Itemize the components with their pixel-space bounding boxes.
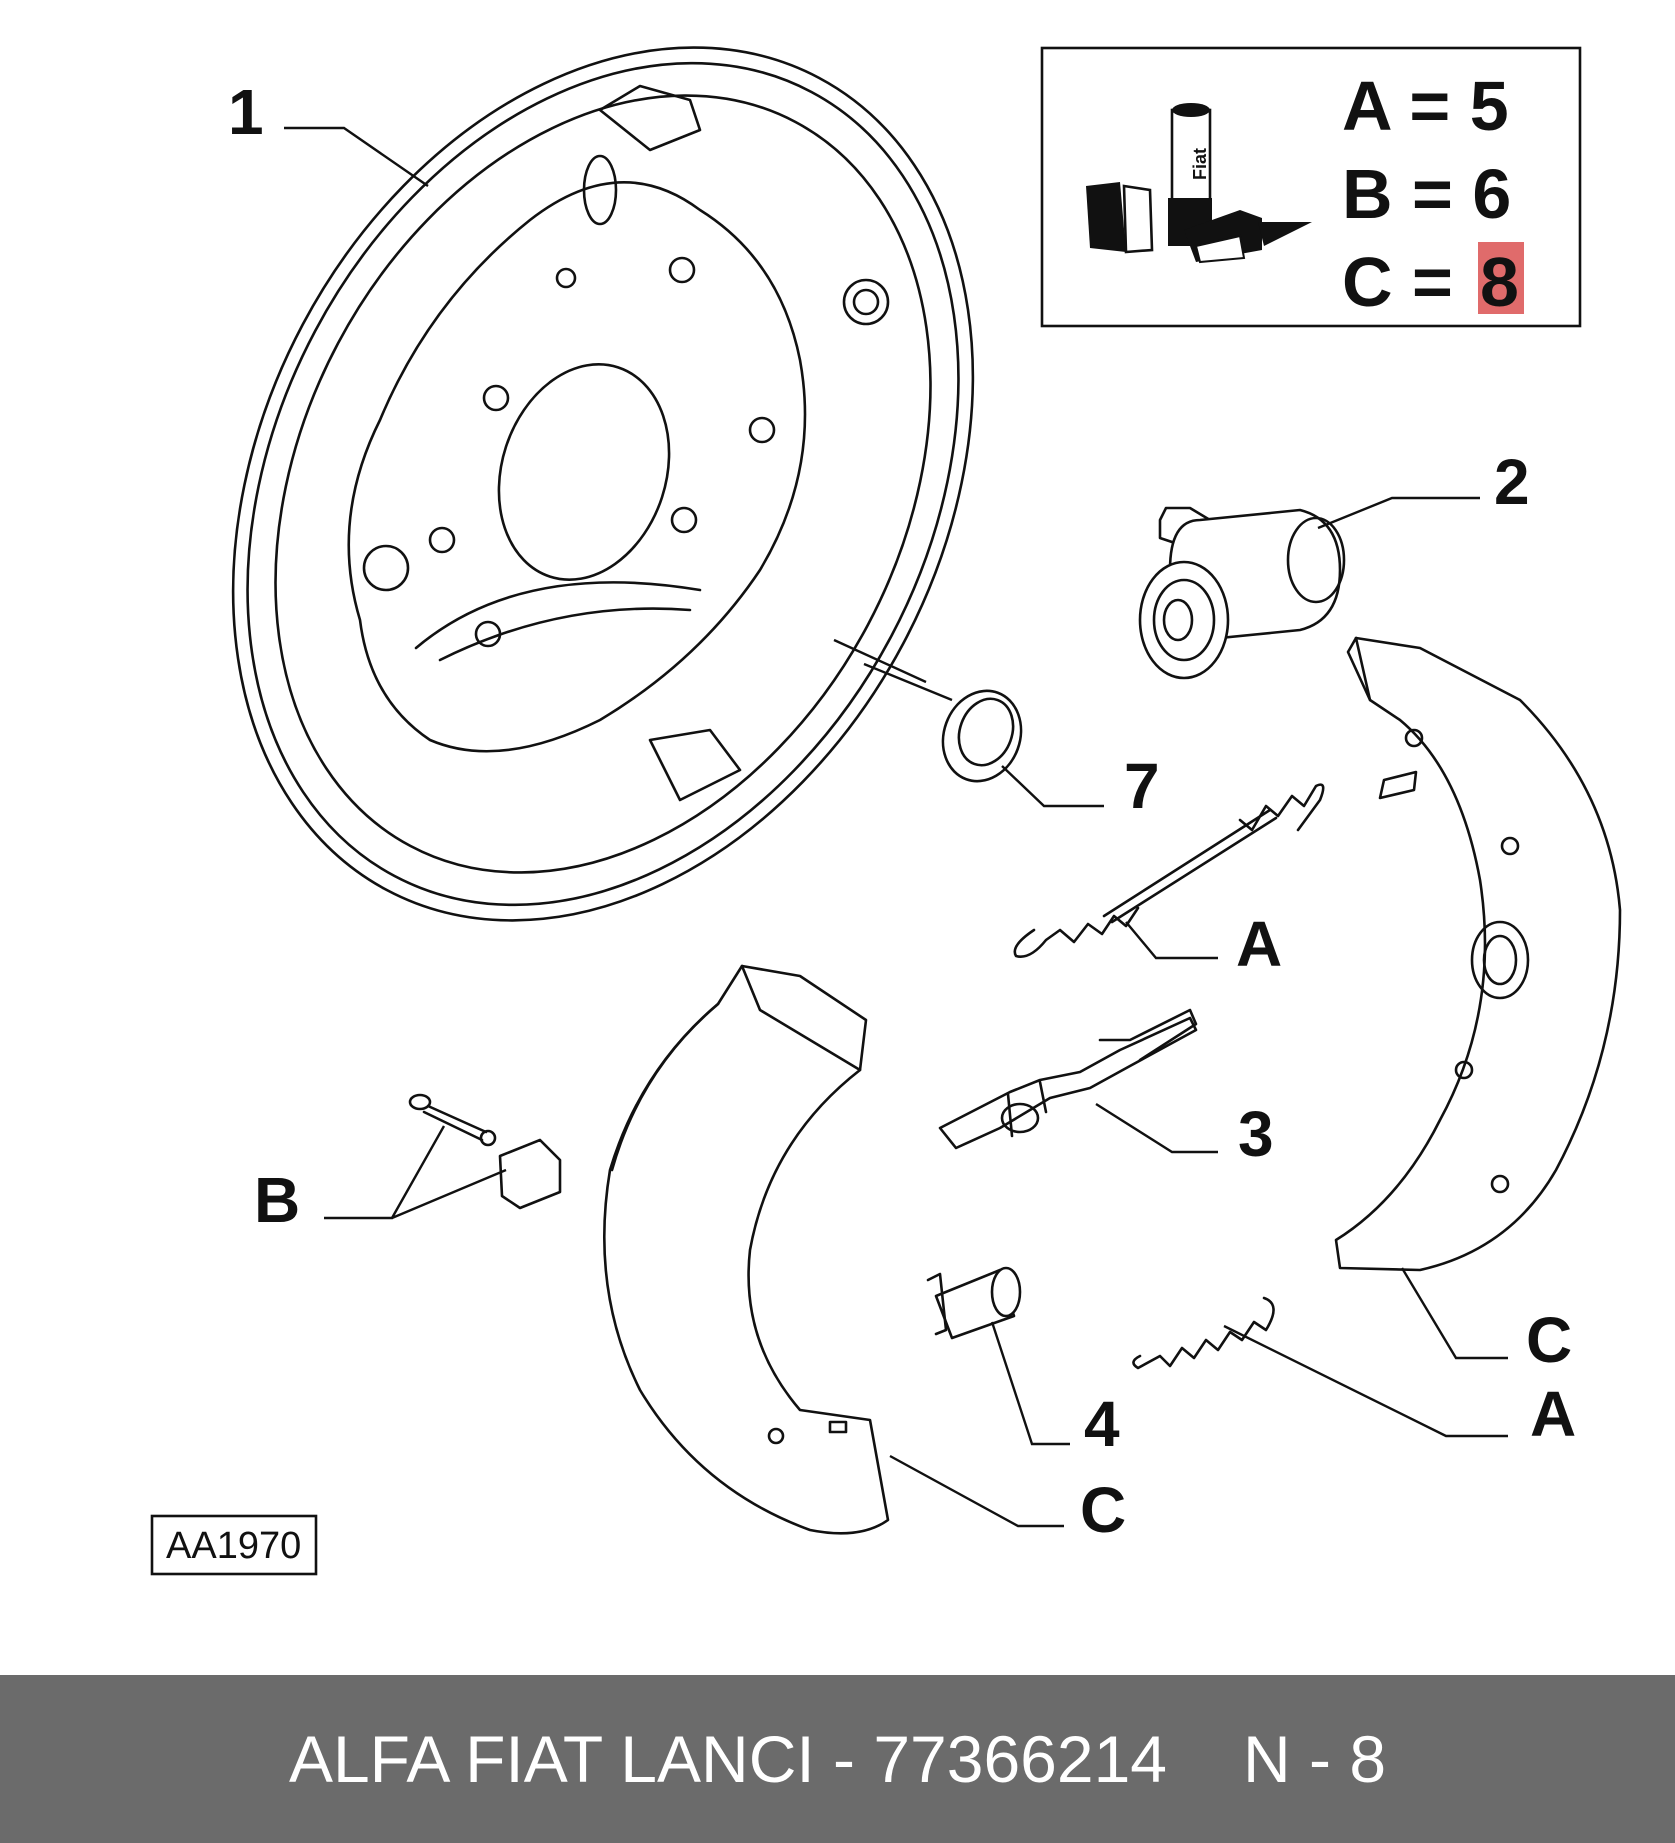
adjuster-strut	[940, 1010, 1196, 1148]
callout-4	[992, 1322, 1120, 1460]
wheel-cylinder	[1140, 508, 1344, 678]
svg-text:A: A	[1236, 908, 1283, 980]
callout-a-lower	[1224, 1326, 1576, 1450]
brake-shoe-left	[604, 966, 888, 1533]
backing-plate	[87, 0, 1119, 1050]
svg-text:AA1970: AA1970	[166, 1525, 302, 1567]
callout-a-upper	[1126, 908, 1282, 980]
svg-text:2: 2	[1494, 446, 1530, 518]
svg-text:A: A	[1530, 1378, 1577, 1450]
callout-3	[1096, 1098, 1274, 1170]
callout-c-lower-left	[890, 1456, 1126, 1546]
brake-shoe-right	[1336, 638, 1620, 1270]
footer-part-text: ALFA FIAT LANCI - 77366214	[288, 1722, 1167, 1796]
svg-text:B: B	[254, 1164, 301, 1236]
svg-text:C =: C =	[1342, 243, 1473, 321]
svg-text:1: 1	[228, 76, 264, 148]
svg-text:4: 4	[1084, 1388, 1120, 1460]
svg-text:8: 8	[1480, 243, 1519, 321]
footer-bar	[0, 1675, 1675, 1843]
dust-boot	[834, 640, 1033, 792]
lubricant-legend-box	[1042, 48, 1580, 326]
diagram-code-box	[152, 1516, 316, 1574]
svg-text:A = 5: A = 5	[1342, 67, 1509, 145]
svg-text:Fiat: Fiat	[1190, 147, 1210, 180]
adjuster-sleeve	[928, 1268, 1020, 1338]
svg-text:C: C	[1080, 1474, 1127, 1546]
footer-page-text: N - 8	[1243, 1722, 1387, 1796]
callout-7	[1002, 750, 1160, 822]
svg-text:7: 7	[1124, 750, 1160, 822]
svg-text:B = 6: B = 6	[1342, 155, 1512, 233]
callout-c-right	[1402, 1268, 1572, 1376]
callout-1	[228, 76, 428, 186]
hold-down-pin	[410, 1095, 560, 1208]
svg-text:3: 3	[1238, 1098, 1274, 1170]
svg-text:C: C	[1526, 1304, 1573, 1376]
return-spring-lower	[1133, 1298, 1273, 1368]
callout-2	[1318, 446, 1530, 528]
callout-b	[254, 1126, 506, 1236]
